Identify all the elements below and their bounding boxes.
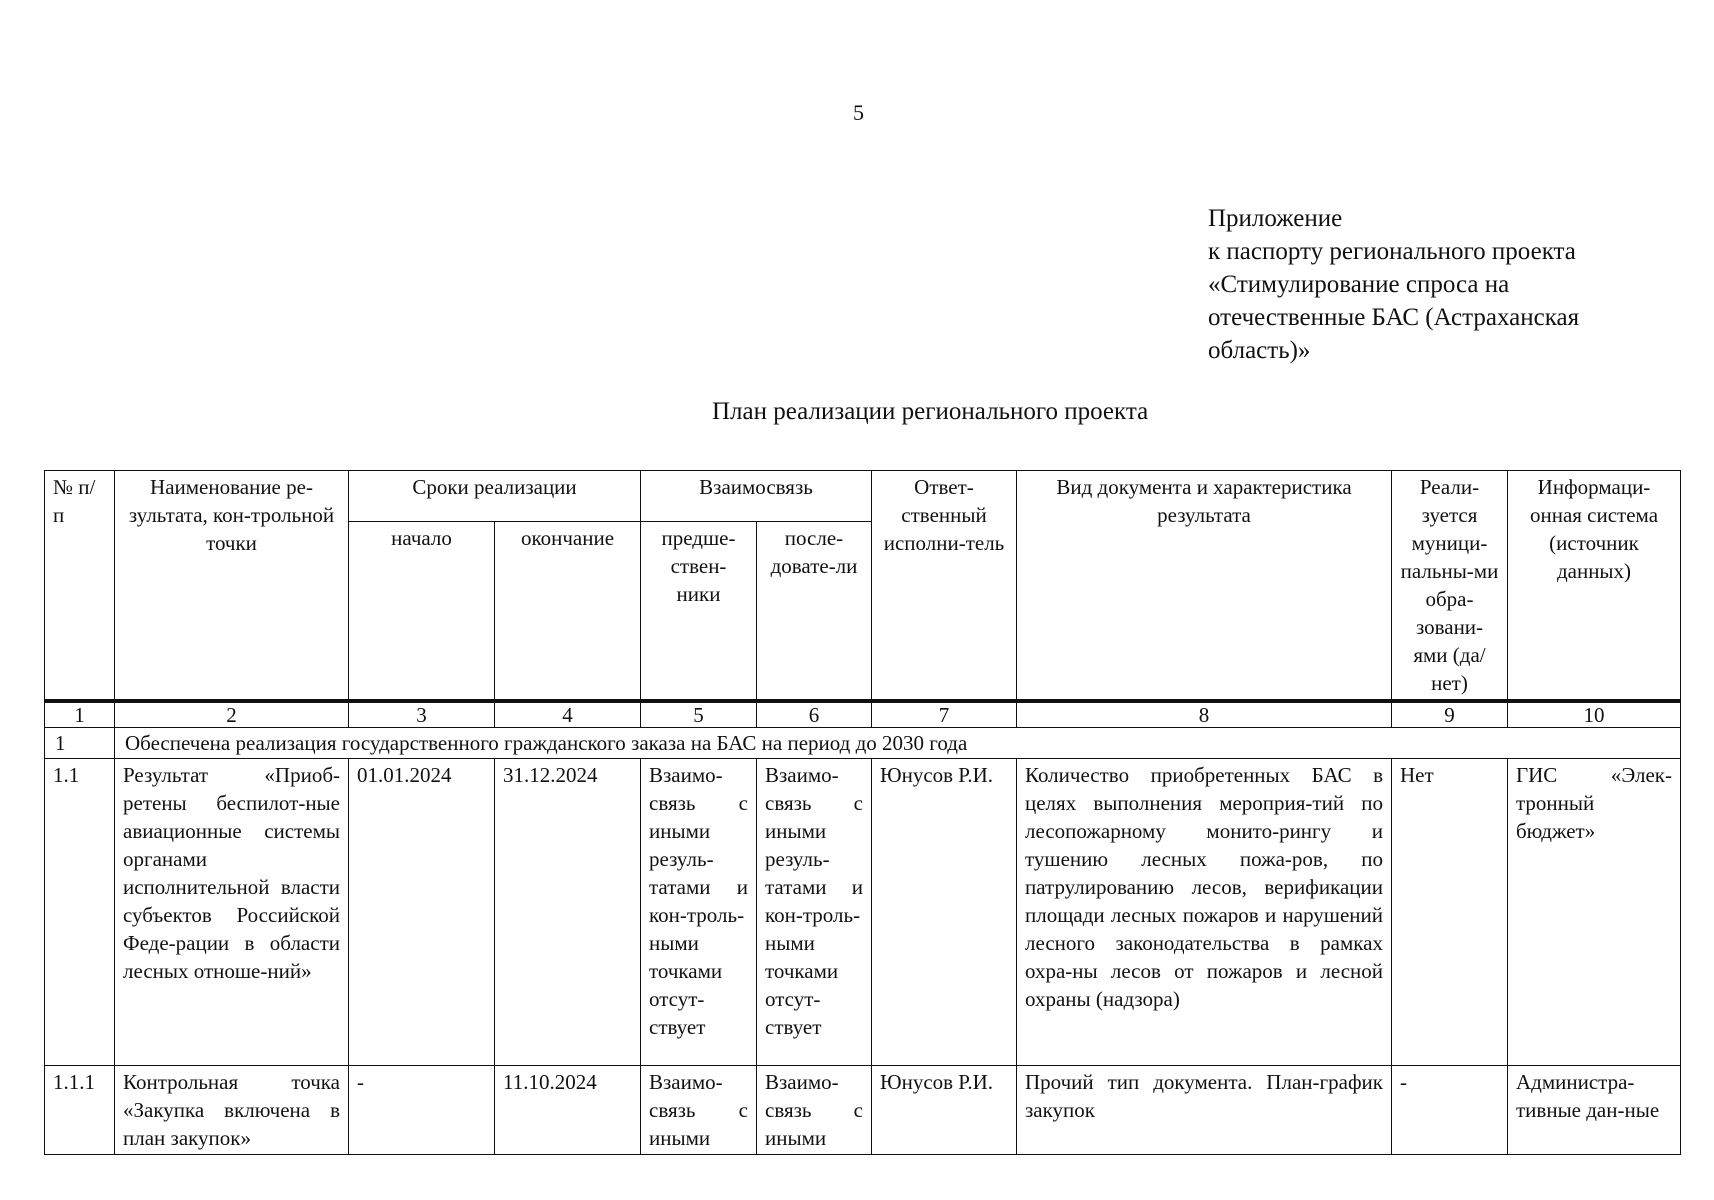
row-predecessors: Взаимо-связь с иными резуль-татами и кон-троль-ными точками отсут-ствует [641, 759, 757, 1066]
row-end: 11.10.2024 [495, 1066, 641, 1155]
header-start: начало [349, 521, 495, 701]
column-number: 2 [115, 701, 349, 728]
section-num: 1 [45, 728, 115, 759]
plan-title: План реализации регионального проекта [712, 398, 1149, 425]
row-info-system: Администра-тивные дан-ные [1508, 1066, 1681, 1155]
column-number: 6 [757, 701, 872, 728]
header-predecessors: предше-ствен-ники [641, 521, 757, 701]
column-number: 9 [1392, 701, 1508, 728]
header-info-system: Информаци-онная система (источник данных) [1508, 471, 1681, 702]
header-num: № п/п [45, 471, 115, 702]
row-doc-type: Прочий тип документа. План-график закупок [1017, 1066, 1392, 1155]
header-name: Наименование ре-зультата, кон-трольной точки [115, 471, 349, 702]
row-start: 01.01.2024 [349, 759, 495, 1066]
header-end: окончание [495, 521, 641, 701]
appendix-line: область)» [1208, 337, 1311, 364]
column-number: 4 [495, 701, 641, 728]
row-num: 1.1.1 [45, 1066, 115, 1155]
row-num: 1.1 [45, 759, 115, 1066]
table-row [45, 759, 1681, 1066]
row-successors: Взаимо-связь с иными резуль-татами и кон-троль-ными точками отсут-ствует [757, 759, 872, 1066]
header-municipal: Реали-зуется муници-пальны-ми обра-зовани-ями (да/нет) [1392, 471, 1508, 702]
row-end: 31.12.2024 [495, 759, 641, 1066]
row-start: - [349, 1066, 495, 1155]
header-relation: Взаимосвязь [641, 471, 872, 522]
row-name: Контрольная точка «Закупка включена в план закупок» [115, 1066, 349, 1155]
row-responsible: Юнусов Р.И. [872, 1066, 1017, 1155]
appendix-line: «Стимулирование спроса на [1208, 271, 1510, 298]
row-successors: Взаимо-связь с иными [757, 1066, 872, 1155]
column-number: 8 [1017, 701, 1392, 728]
column-number: 1 [45, 701, 115, 728]
page-number: 5 [853, 100, 864, 125]
header-successors: после-довате-ли [757, 521, 872, 701]
row-responsible: Юнусов Р.И. [872, 759, 1017, 1066]
header-responsible: Ответ-ственный исполни-тель [872, 471, 1017, 702]
appendix-line: отечественные БАС (Астраханская [1208, 304, 1580, 331]
header-doc-type: Вид документа и характеристика результата [1017, 471, 1392, 702]
row-name: Результат «Приоб-ретены беспилот-ные авиационные системы органами исполнительной власти субъектов Российской Феде-рации в области лесных отноше-ний» [115, 759, 349, 1066]
row-doc-type: Количество приобретенных БАС в целях выполнения мероприя-тий по лесопожарному монито-рингу и тушению лесных пожа-ров, по патрулированию лесов, верификации площади лесных пожаров и нарушений лесного законодательства в рамках охра-ны лесов от пожаров и лесной охраны (надзора) [1017, 759, 1392, 1066]
row-predecessors: Взаимо-связь с иными [641, 1066, 757, 1155]
column-number: 3 [349, 701, 495, 728]
appendix-caption [1208, 202, 1678, 367]
row-municipal: Нет [1392, 759, 1508, 1066]
appendix-line: к паспорту регионального проекта [1208, 238, 1576, 265]
column-number: 7 [872, 701, 1017, 728]
section-title: Обеспечена реализация государственного гражданского заказа на БАС на период до 2030 года [115, 728, 1681, 759]
section-row [45, 728, 1681, 759]
row-info-system: ГИС «Элек-тронный бюджет» [1508, 759, 1681, 1066]
table-row [45, 1066, 1681, 1155]
header-terms: Сроки реализации [349, 471, 641, 522]
row-municipal: - [1392, 1066, 1508, 1155]
column-number: 5 [641, 701, 757, 728]
plan-table [44, 470, 1681, 1155]
appendix-line: Приложение [1208, 205, 1343, 232]
column-number: 10 [1508, 701, 1681, 728]
